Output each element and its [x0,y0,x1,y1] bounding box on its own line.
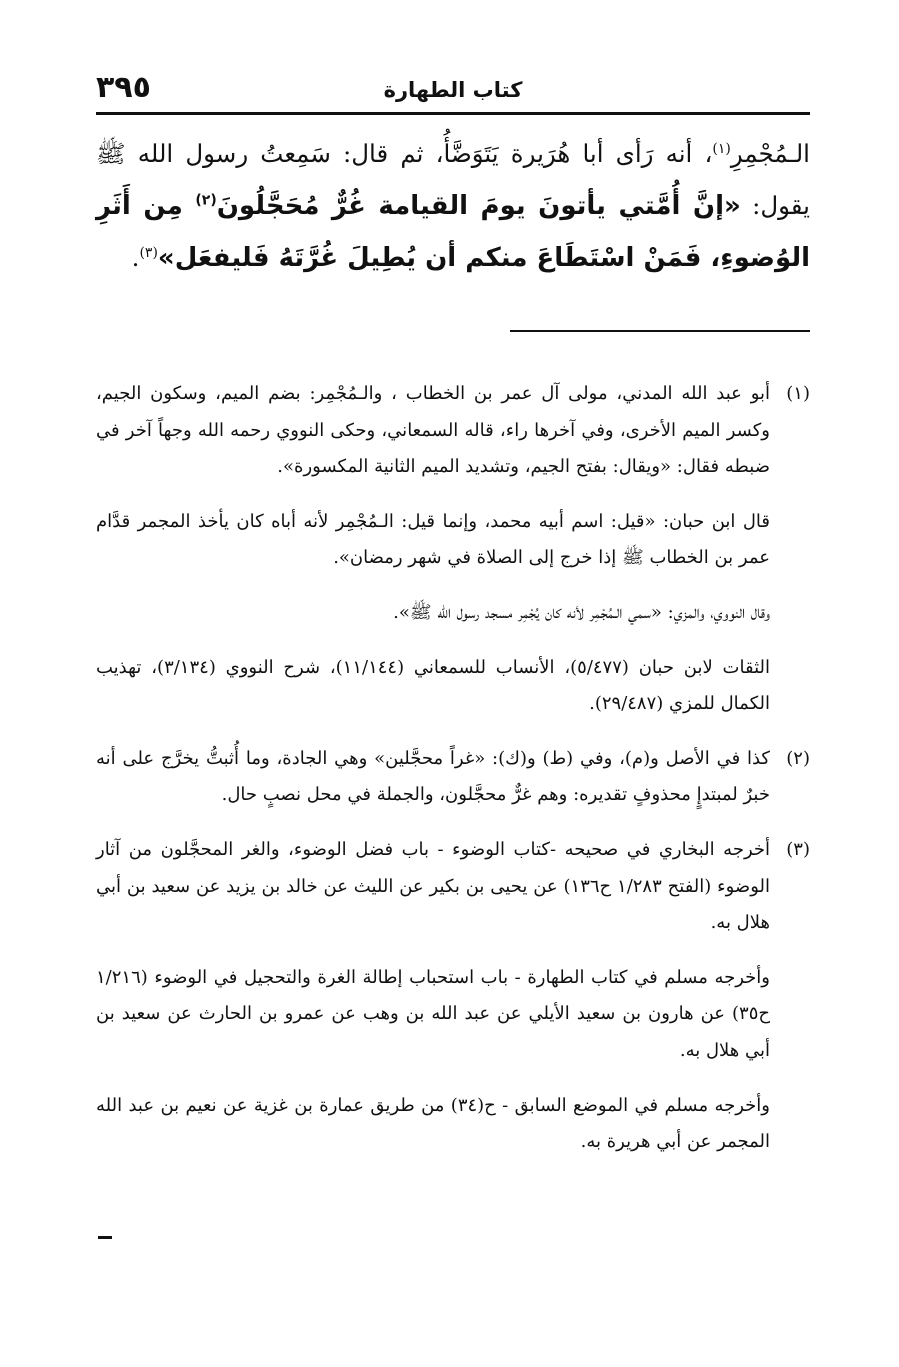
footnote-paragraph: وقال النووي، والمزي: «سمي الـمُجْمِر لأنه كان يُجْمِر مسجد رسول الله ﷺ». [393,601,770,623]
page-header [96,70,810,110]
footnote-paragraph: أبو عبد الله المدني، مولى آل عمر بن الخطاب ، والـمُجْمِر: بضم الميم، وسكون الجيم، وكسر الميم الأخرى، وفي آخرها راء، قاله السمعاني، وحكى النووي رحمه الله وجهاً آخر في ضبطه فقال: «ويقال: بفتح الجيم، وتشديد الميم الثانية المكسورة». [96,383,770,478]
page-end-mark [98,1236,112,1239]
footnotes [96,358,810,1179]
footnote-ref-2[interactable]: (٢) [195,192,217,209]
main-paragraph [96,128,810,284]
running-title: كتاب الطهارة [383,78,523,102]
end-dot: . [131,243,140,272]
footnote-ref-1[interactable]: (١) [712,140,731,157]
intro-text: ، أنه رَأى أبا هُرَيرة يَتَوَضَّأُ، ثم قال: سَمِعتُ رسول الله ﷺ يقول: [96,139,810,220]
hadith-part-1: «إنَّ أُمَّتي يأتونَ يومَ القيامة غُرٌّ مُحَجَّلُونَ [216,191,741,221]
footnote-separator [510,330,810,332]
footnote-paragraph: قال ابن حبان: «قيل: اسم أبيه محمد، وإنما قيل: الـمُجْمِر لأنه أباه كان يأخذ المجمر قدَّام عمر بن الخطاب ﷺ إذا خرج إلى الصلاة في شهر رمضان». [96,510,770,569]
hadith-part-2: مِن أَثَرِ الوُضوءِ، فَمَنْ اسْتَطَاعَ منكم أن يُطِيلَ غُرَّتَهُ فَليفعَل» [96,191,810,273]
footnote-number: (٣) [786,838,810,860]
footnote-number: (٢) [786,747,810,769]
footnote-1 [96,376,810,723]
main-text [96,128,810,284]
footnote-paragraph: وأخرجه مسلم في كتاب الطهارة - باب استحباب إطالة الغرة والتحجيل في الوضوء (١/٢١٦ ح٣٥) عن هارون بن سعيد الأيلي عن عبد الله بن وهب عن عمرو بن الحارث عن سعيد بن أبي هلال به. [96,966,770,1061]
header-rule [96,112,810,115]
footnote-paragraph: وأخرجه مسلم في الموضع السابق - ح(٣٤) من طريق عمارة بن غزية عن نعيم بن عبد الله المجمر عن أبي هريرة به. [96,1094,770,1153]
footnote-paragraph: كذا في الأصل و(م)، وفي (ط) و(ك): «غراً محجَّلين» وهي الجادة، وما أُثبتُّ يخرَّج على أنه خبرٌ لمبتدإٍ محذوفٍ تقديره: وهم غرٌّ محجَّلون، والجملة في محل نصبٍ حال. [96,747,770,806]
footnote-3 [96,832,810,1161]
narrator-name: الـمُجْمِرِ [730,139,810,168]
hadith-text [96,191,810,273]
footnote-number: (١) [786,383,810,404]
page-number: ٣٩٥ [96,70,151,105]
footnote-2 [96,741,810,814]
footnote-ref-3[interactable]: (٣) [139,244,158,261]
footnote-paragraph: الثقات لابن حبان (٥/٤٧٧)، الأنساب للسمعاني (١١/١٤٤)، شرح النووي (٣/١٣٤)، تهذيب الكمال للمزي (٢٩/٤٨٧). [96,656,770,715]
footnote-paragraph: أخرجه البخاري في صحيحه -كتاب الوضوء - باب فضل الوضوء، والغر المحجَّلون من آثار الوضوء (الفتح ١/٢٨٣ ح١٣٦) عن يحيى بن بكير عن الليث عن خالد بن يزيد عن سعيد بن أبي هلال به. [96,838,770,934]
